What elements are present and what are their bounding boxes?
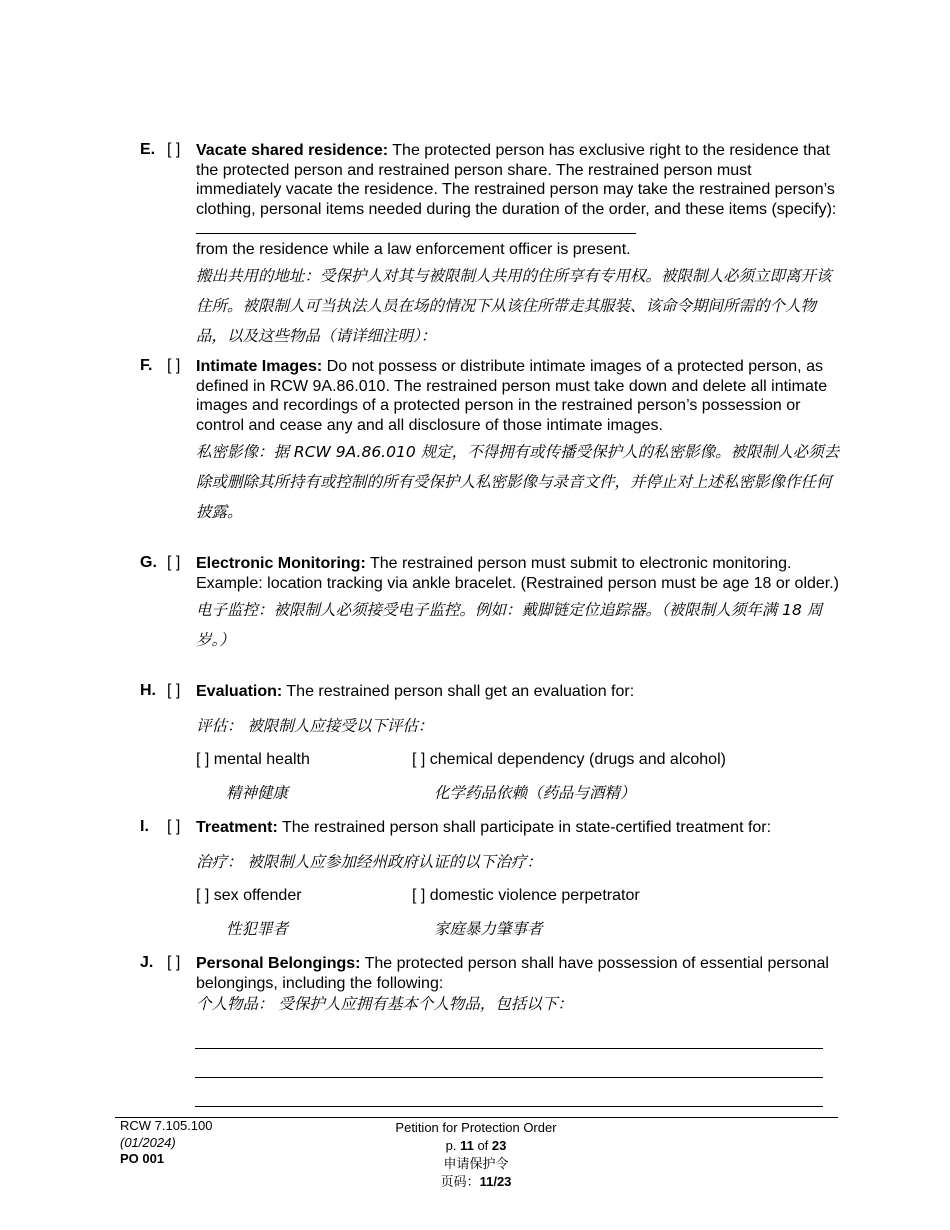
section-letter: E. (140, 141, 156, 158)
belongings-line-1[interactable] (195, 1048, 823, 1049)
section-letter: J. (140, 954, 154, 971)
footer-left (120, 1118, 213, 1168)
option-row (196, 750, 840, 770)
page-number: p. 11 of 23 (445, 1138, 507, 1153)
form-title: Petition for Protection Order (395, 1120, 557, 1135)
section-f-zh: 私密影像：据 RCW 9A.86.010 规定，不得拥有或传播受保护人的私密影像。被限制人必须去除或删除其所持有或控制的所有受保护人私密影像与录音文件，并停止对上述私密影像作任何披露。 (196, 443, 840, 521)
mental-health-checkbox[interactable]: [ ] mental health (196, 751, 310, 768)
form-date: (01/2024) (120, 1134, 176, 1150)
section-g (140, 554, 840, 655)
section-e-text: Vacate shared residence: The protected person has exclusive right to the residence that the protected person and restrained person share. The restrained person must immediately vacate the residence. The restrained person may take the restrained person’s clothing, personal items needed during the duration of the order, and these items (specify): from the residence while a law enforcement officer is present. (196, 142, 837, 258)
section-i (140, 818, 840, 940)
section-j-text: Personal Belongings: The protected person shall have possession of essential personal belongings, including the following: (196, 955, 829, 992)
section-g-zh: 电子监控：被限制人必须接受电子监控。例如：戴脚链定位追踪器。（被限制人须年满 18 周岁。） (196, 601, 823, 649)
domestic-violence-zh: 家庭暴力肇事者 (434, 920, 543, 938)
section-letter: G. (140, 554, 157, 571)
section-g-text: Electronic Monitoring: The restrained person must submit to electronic monitoring. Example: location tracking via ankle bracelet. (Restrained person must be age 18 or older.) (196, 555, 840, 592)
section-f (140, 357, 840, 527)
footer-center (376, 1119, 576, 1191)
domestic-violence-checkbox[interactable]: [ ] domestic violence perpetrator (412, 887, 640, 904)
option-row (196, 886, 840, 906)
mental-health-zh: 精神健康 (226, 784, 289, 802)
form-number: PO 001 (120, 1151, 165, 1166)
section-h-text: Evaluation: The restrained person shall get an evaluation for: (196, 683, 635, 700)
chemical-dependency-zh: 化学药品依赖（药品与酒精） (434, 784, 636, 802)
section-f-text: Intimate Images: Do not possess or distribute intimate images of a protected person, as defined in RCW 9A.86.010. The restrained person must take down and delete all intimate images and recordings of a protected person in the restrained person’s possession or control and cease any and all disclosure of those intimate images. (196, 358, 828, 434)
footer-divider (115, 1117, 838, 1118)
checkbox[interactable]: [ ] (167, 954, 181, 971)
section-title: Treatment: (196, 819, 278, 836)
section-letter: H. (140, 682, 156, 699)
option-zh-row (196, 920, 840, 940)
section-j-zh: 个人物品： 受保护人应拥有基本个人物品，包括以下： (196, 995, 573, 1013)
section-title: Vacate shared residence: (196, 142, 389, 159)
option-zh-row (196, 784, 840, 804)
section-j (140, 954, 840, 1015)
section-title: Electronic Monitoring: (196, 555, 366, 572)
section-h-zh: 评估： 被限制人应接受以下评估： (196, 716, 434, 735)
checkbox[interactable]: [ ] (167, 357, 181, 374)
belongings-line-2[interactable] (195, 1077, 823, 1078)
form-title-zh: 申请保护令 (443, 1156, 509, 1171)
section-letter: I. (140, 818, 149, 835)
checkbox[interactable]: [ ] (167, 141, 181, 158)
checkbox[interactable]: [ ] (167, 554, 181, 571)
section-i-zh: 治疗： 被限制人应参加经州政府认证的以下治疗： (196, 852, 542, 871)
rcw-citation: RCW 7.105.100 (120, 1118, 213, 1133)
page-number-zh: 页码：11/23 (440, 1174, 512, 1189)
sex-offender-zh: 性犯罪者 (226, 920, 289, 938)
section-title: Intimate Images: (196, 358, 323, 375)
belongings-line-3[interactable] (195, 1106, 823, 1107)
section-e (140, 141, 840, 351)
sex-offender-checkbox[interactable]: [ ] sex offender (196, 887, 302, 904)
section-e-zh: 搬出共用的地址：受保护人对其与被限制人共用的住所享有专用权。被限制人必须立即离开该住所。被限制人可当执法人员在场的情况下从该住所带走其服装、该命令期间所需的个人物品，以及这些物品（请详细注明）： (196, 267, 832, 345)
chemical-dependency-checkbox[interactable]: [ ] chemical dependency (drugs and alcohol) (412, 751, 726, 768)
checkbox[interactable]: [ ] (167, 682, 181, 699)
specify-items-field[interactable] (196, 219, 636, 234)
section-i-text: Treatment: The restrained person shall participate in state-certified treatment for: (196, 819, 772, 836)
section-letter: F. (140, 357, 153, 374)
checkbox[interactable]: [ ] (167, 818, 181, 835)
section-h (140, 682, 840, 804)
section-title: Personal Belongings: (196, 955, 361, 972)
section-title: Evaluation: (196, 683, 283, 700)
